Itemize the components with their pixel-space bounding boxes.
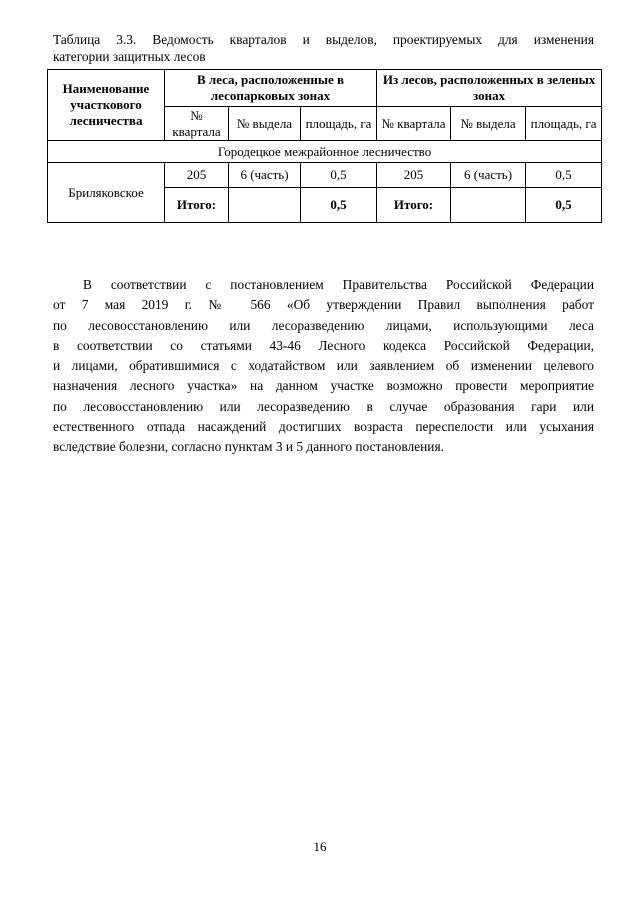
paragraph-line: и лицами, обратившимися с ходатайством или заявлением об изменении целевого [53, 358, 594, 374]
forestry-name-cell: Бриляковское [48, 163, 165, 223]
paragraph-line: вследствие болезни, согласно пунктам 3 и 5 данного постановления. [53, 439, 444, 455]
paragraph-line: назначения лесного участка» на данном участке возможно провести мероприятие [53, 378, 594, 394]
header-block-number-in: № квартала [165, 107, 229, 141]
total-area-in: 0,5 [301, 188, 377, 223]
header-area-in: площадь, га [301, 107, 377, 141]
total-empty-out [451, 188, 526, 223]
header-area-out: площадь, га [526, 107, 602, 141]
total-label-out: Итого: [377, 188, 451, 223]
paragraph-line: В соответствии с постановлением Правительства Российской Федерации [83, 277, 594, 292]
header-group-out: Из лесов, расположенных в зеленых зонах [377, 70, 602, 107]
table-row [48, 163, 602, 188]
header-block-number-out: № квартала [377, 107, 451, 141]
caption-line-1: Таблица 3.3. Ведомость кварталов и выделов, проектируемых для изменения [53, 32, 594, 47]
paragraph-line: в соответствии со статьями 43-46 Лесного кодекса Российской Федерации, [53, 337, 594, 353]
paragraph-line: по лесовосстановлению или лесоразведению лицами, использующими леса [53, 317, 594, 333]
header-group-in: В леса, расположенные в лесопарковых зонах [165, 70, 377, 107]
caption-line-2: категории защитных лесов [53, 49, 206, 64]
header-stand-number-in: № выдела [229, 107, 301, 141]
table-caption [53, 31, 594, 65]
cell-block-in: 205 [165, 163, 229, 188]
page-number: 16 [313, 839, 327, 854]
cell-stand-out: 6 (часть) [451, 163, 526, 188]
paragraph-line: от 7 мая 2019 г. № 566 «Об утверждении Правил выполнения работ [53, 297, 594, 313]
header-stand-number-out: № выдела [451, 107, 526, 141]
paragraph-line: по лесовосстановлению или лесоразведению в случае образования гари или [53, 398, 594, 414]
cell-stand-in: 6 (часть) [229, 163, 301, 188]
forest-blocks-table [47, 69, 602, 223]
cell-area-in: 0,5 [301, 163, 377, 188]
cell-block-out: 205 [377, 163, 451, 188]
section-title: Городецкое межрайонное лесничество [48, 141, 602, 163]
total-area-out: 0,5 [526, 188, 602, 223]
body-paragraph [53, 275, 594, 458]
total-label-in: Итого: [165, 188, 229, 223]
total-empty-in [229, 188, 301, 223]
header-forestry-name: Наименование участкового лесничества [48, 70, 165, 141]
cell-area-out: 0,5 [526, 163, 602, 188]
paragraph-line: естественного отпада насаждений достигших возраста переспелости или усыхания [53, 419, 594, 435]
